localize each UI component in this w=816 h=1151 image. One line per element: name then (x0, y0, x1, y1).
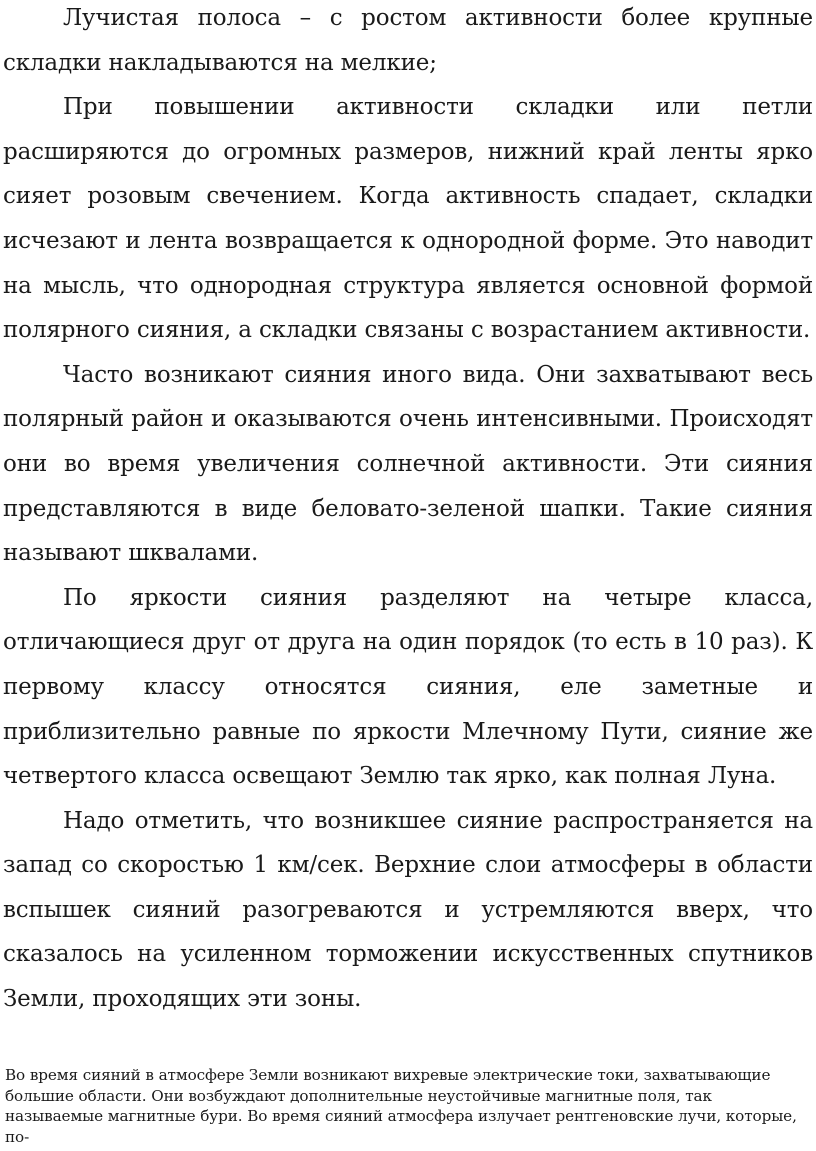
paragraph-activity-increase: При повышении активности складки или петли расширяются до огромных размеров, нижний край ленты ярко сияет розовым свечением. Когда активность спадает, складки исчезают и лента возвращается к однородной форме. Это наводит на мысль, что однородная структура является основной формой полярного сияния, а складки связаны с возрастанием активности. (3, 94, 813, 344)
paragraph-propagation: Надо отметить, что возникшее сияние распространяется на запад со скоростью 1 км/сек. Верхние слои атмосферы в области вспышек сияний разогреваются и устремляются вверх, что сказалось на усиленном торможении искусственных спутников Земли, проходящих эти зоны. (3, 807, 813, 1013)
paragraph-squalls: Часто возникают сияния иного вида. Они захватывают весь полярный район и оказываются очень интенсивными. Происходят они во время увеличения солнечной активности. Эти сияния представляются в виде беловато-зеленой шапки. Такие сияния называют шквалами. (3, 361, 813, 567)
footnote-text: Во время сияний в атмосфере Земли возникают вихревые электрические токи, захватывающие большие области. Они возбуждают дополнительные неустойчивые магнитные поля, так называемые магнитные бури. Во время сияний атмосфера излучает рентгеновские лучи, которые, по- (5, 1066, 797, 1146)
document-page (3, 0, 813, 1022)
paragraph-brightness-classes: По яркости сияния разделяют на четыре класса, отличающиеся друг от друга на один порядок (то есть в 10 раз). К первому классу относятся сияния, еле заметные и приблизительно равные по яркости Млечному Пути, сияние же четвертого класса освещают Землю так ярко, как полная Луна. (3, 584, 813, 790)
paragraph-radiant-band: Лучистая полоса – с ростом активности более крупные складки накладываются на мелкие; (3, 5, 813, 76)
